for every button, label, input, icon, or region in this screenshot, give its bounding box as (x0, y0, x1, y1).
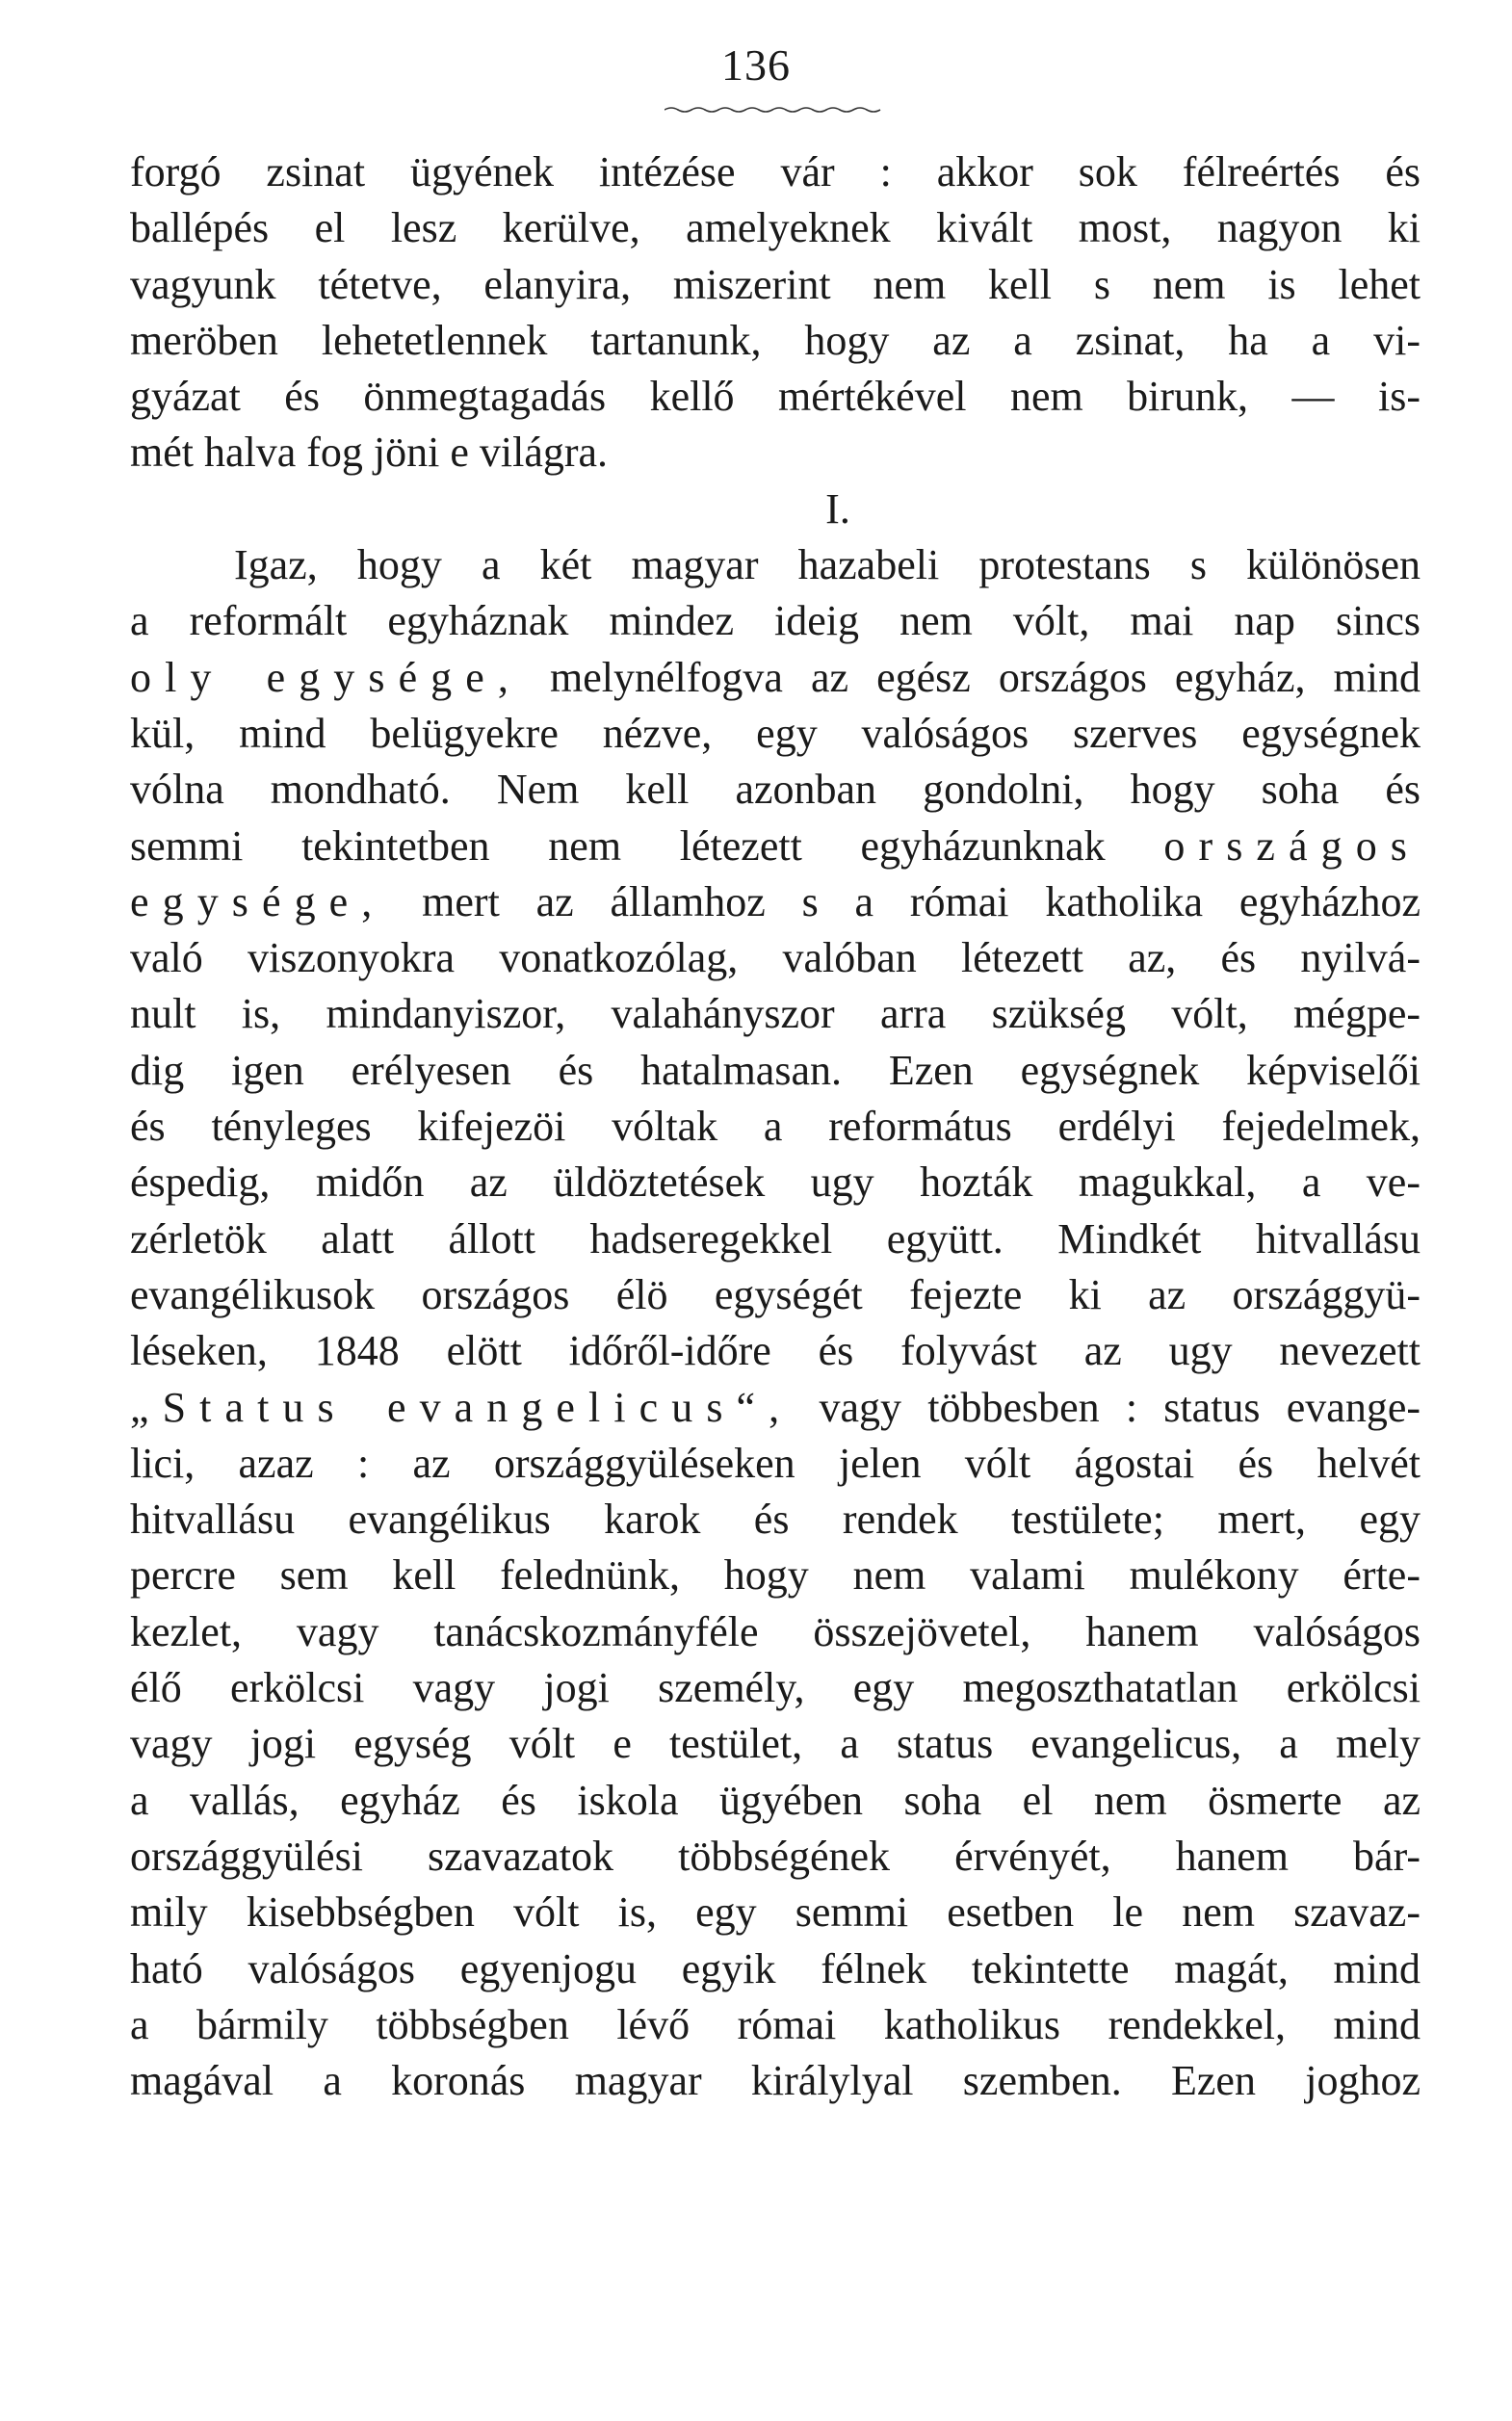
text-line: Igaz, hogy a két magyar hazabeli protestans s különösen (234, 541, 1421, 589)
spaced-emphasis: egysége, (130, 877, 386, 925)
text-line: ható valóságos egyenjogu egyik félnek tekintette magát, mind (130, 1944, 1421, 1992)
text-line: léseken, 1848 elött időről-időre és folyvást az ugy nevezett (130, 1327, 1421, 1375)
text-line: magával a koronás magyar királylyal szemben. Ezen joghoz (130, 2057, 1421, 2105)
text-line: nult is, mindanyiszor, valahányszor arra szükség vólt, mégpe- (130, 990, 1421, 1038)
page-number: 136 (721, 40, 791, 90)
text-line: vagyunk tétetve, elanyira, miszerint nem kell s nem is lehet (130, 260, 1421, 308)
page-text (130, 144, 1421, 2109)
text-line: zérletök alatt állott hadseregekkel együtt. Mindkét hitvallásu (130, 1214, 1421, 1263)
text-line: vólna mondható. Nem kell azonban gondolni, hogy soha és (130, 766, 1421, 814)
line-rest: mert az államhoz s a római katholika egyházhoz (385, 877, 1421, 925)
text-line (130, 874, 1421, 930)
text-line: gyázat és önmegtagadás kellő mértékével nem birunk, — is- (130, 373, 1421, 421)
text-line: hitvallásu evangélikus karok és rendek testülete; mert, egy (130, 1496, 1421, 1544)
text-line: éspedig, midőn az üldöztetések ugy hozták magukkal, a ve- (130, 1158, 1421, 1207)
text-line: mily kisebbségben vólt is, egy semmi esetben le nem szavaz- (130, 1888, 1421, 1937)
line-rest: vagy többesben : status evange- (793, 1383, 1421, 1431)
text-line: mét halva fog jöni e világra. (130, 429, 609, 477)
spaced-emphasis: oly egysége, (130, 653, 522, 701)
text-line: élő erkölcsi vagy jogi személy, egy megoszthatatlan erkölcsi (130, 1664, 1421, 1712)
text-line: vagy jogi egység vólt e testület, a status evangelicus, a mely (130, 1720, 1421, 1768)
text-line: országgyülési szavazatok többségének érvényét, hanem bár- (130, 1832, 1421, 1880)
text-line (130, 1380, 1421, 1436)
text-line: meröben lehetetlennek tartanunk, hogy az a zsinat, ha a vi- (130, 316, 1421, 364)
text-line: a bármily többségben lévő római katholikus rendekkel, mind (130, 2000, 1421, 2048)
line-rest: melynélfogva az egész országos egyház, mind (521, 653, 1421, 701)
spaced-emphasis: „Status evangelicus“, (130, 1383, 794, 1431)
body-paragraph (130, 537, 1421, 2109)
text-line: percre sem kell felednünk, hogy nem valami mulékony érte- (130, 1551, 1421, 1600)
text-line: ballépés el lesz kerülve, amelyeknek kivált most, nagyon ki (130, 204, 1421, 252)
text-line: dig igen erélyesen és hatalmasan. Ezen egységnek képviselői (130, 1046, 1421, 1094)
section-heading: I. (825, 484, 850, 533)
text-line: kül, mind belügyekre nézve, egy valóságos szerves egységnek (130, 709, 1421, 757)
text-line: kezlet, vagy tanácskozmányféle összejövetel, hanem valóságos (130, 1607, 1421, 1655)
spaced-emphasis: országos (1163, 821, 1421, 870)
text-line: a reformált egyháznak mindez ideig nem vólt, mai nap sincs (130, 597, 1421, 645)
text-line: lici, azaz : az országgyüléseken jelen vólt ágostai és helvét (130, 1439, 1421, 1487)
text-line: és tényleges kifejezöi vóltak a református erdélyi fejedelmek, (130, 1103, 1421, 1151)
intro-paragraph (130, 144, 1421, 482)
text-line: evangélikusok országos élö egységét fejezte ki az országgyü- (130, 1270, 1421, 1318)
text-line: a vallás, egyház és iskola ügyében soha el nem ösmerte az (130, 1776, 1421, 1824)
text-line (130, 650, 1421, 706)
line-start: semmi tekintetben nem létezett egyházunknak (130, 821, 1164, 870)
text-line: való viszonyokra vonatkozólag, valóban létezett az, és nyilvá- (130, 934, 1421, 982)
page-number-rule (665, 106, 886, 114)
text-line: forgó zsinat ügyének intézése vár : akkor sok félreértés és (130, 148, 1421, 195)
text-line (130, 819, 1421, 874)
